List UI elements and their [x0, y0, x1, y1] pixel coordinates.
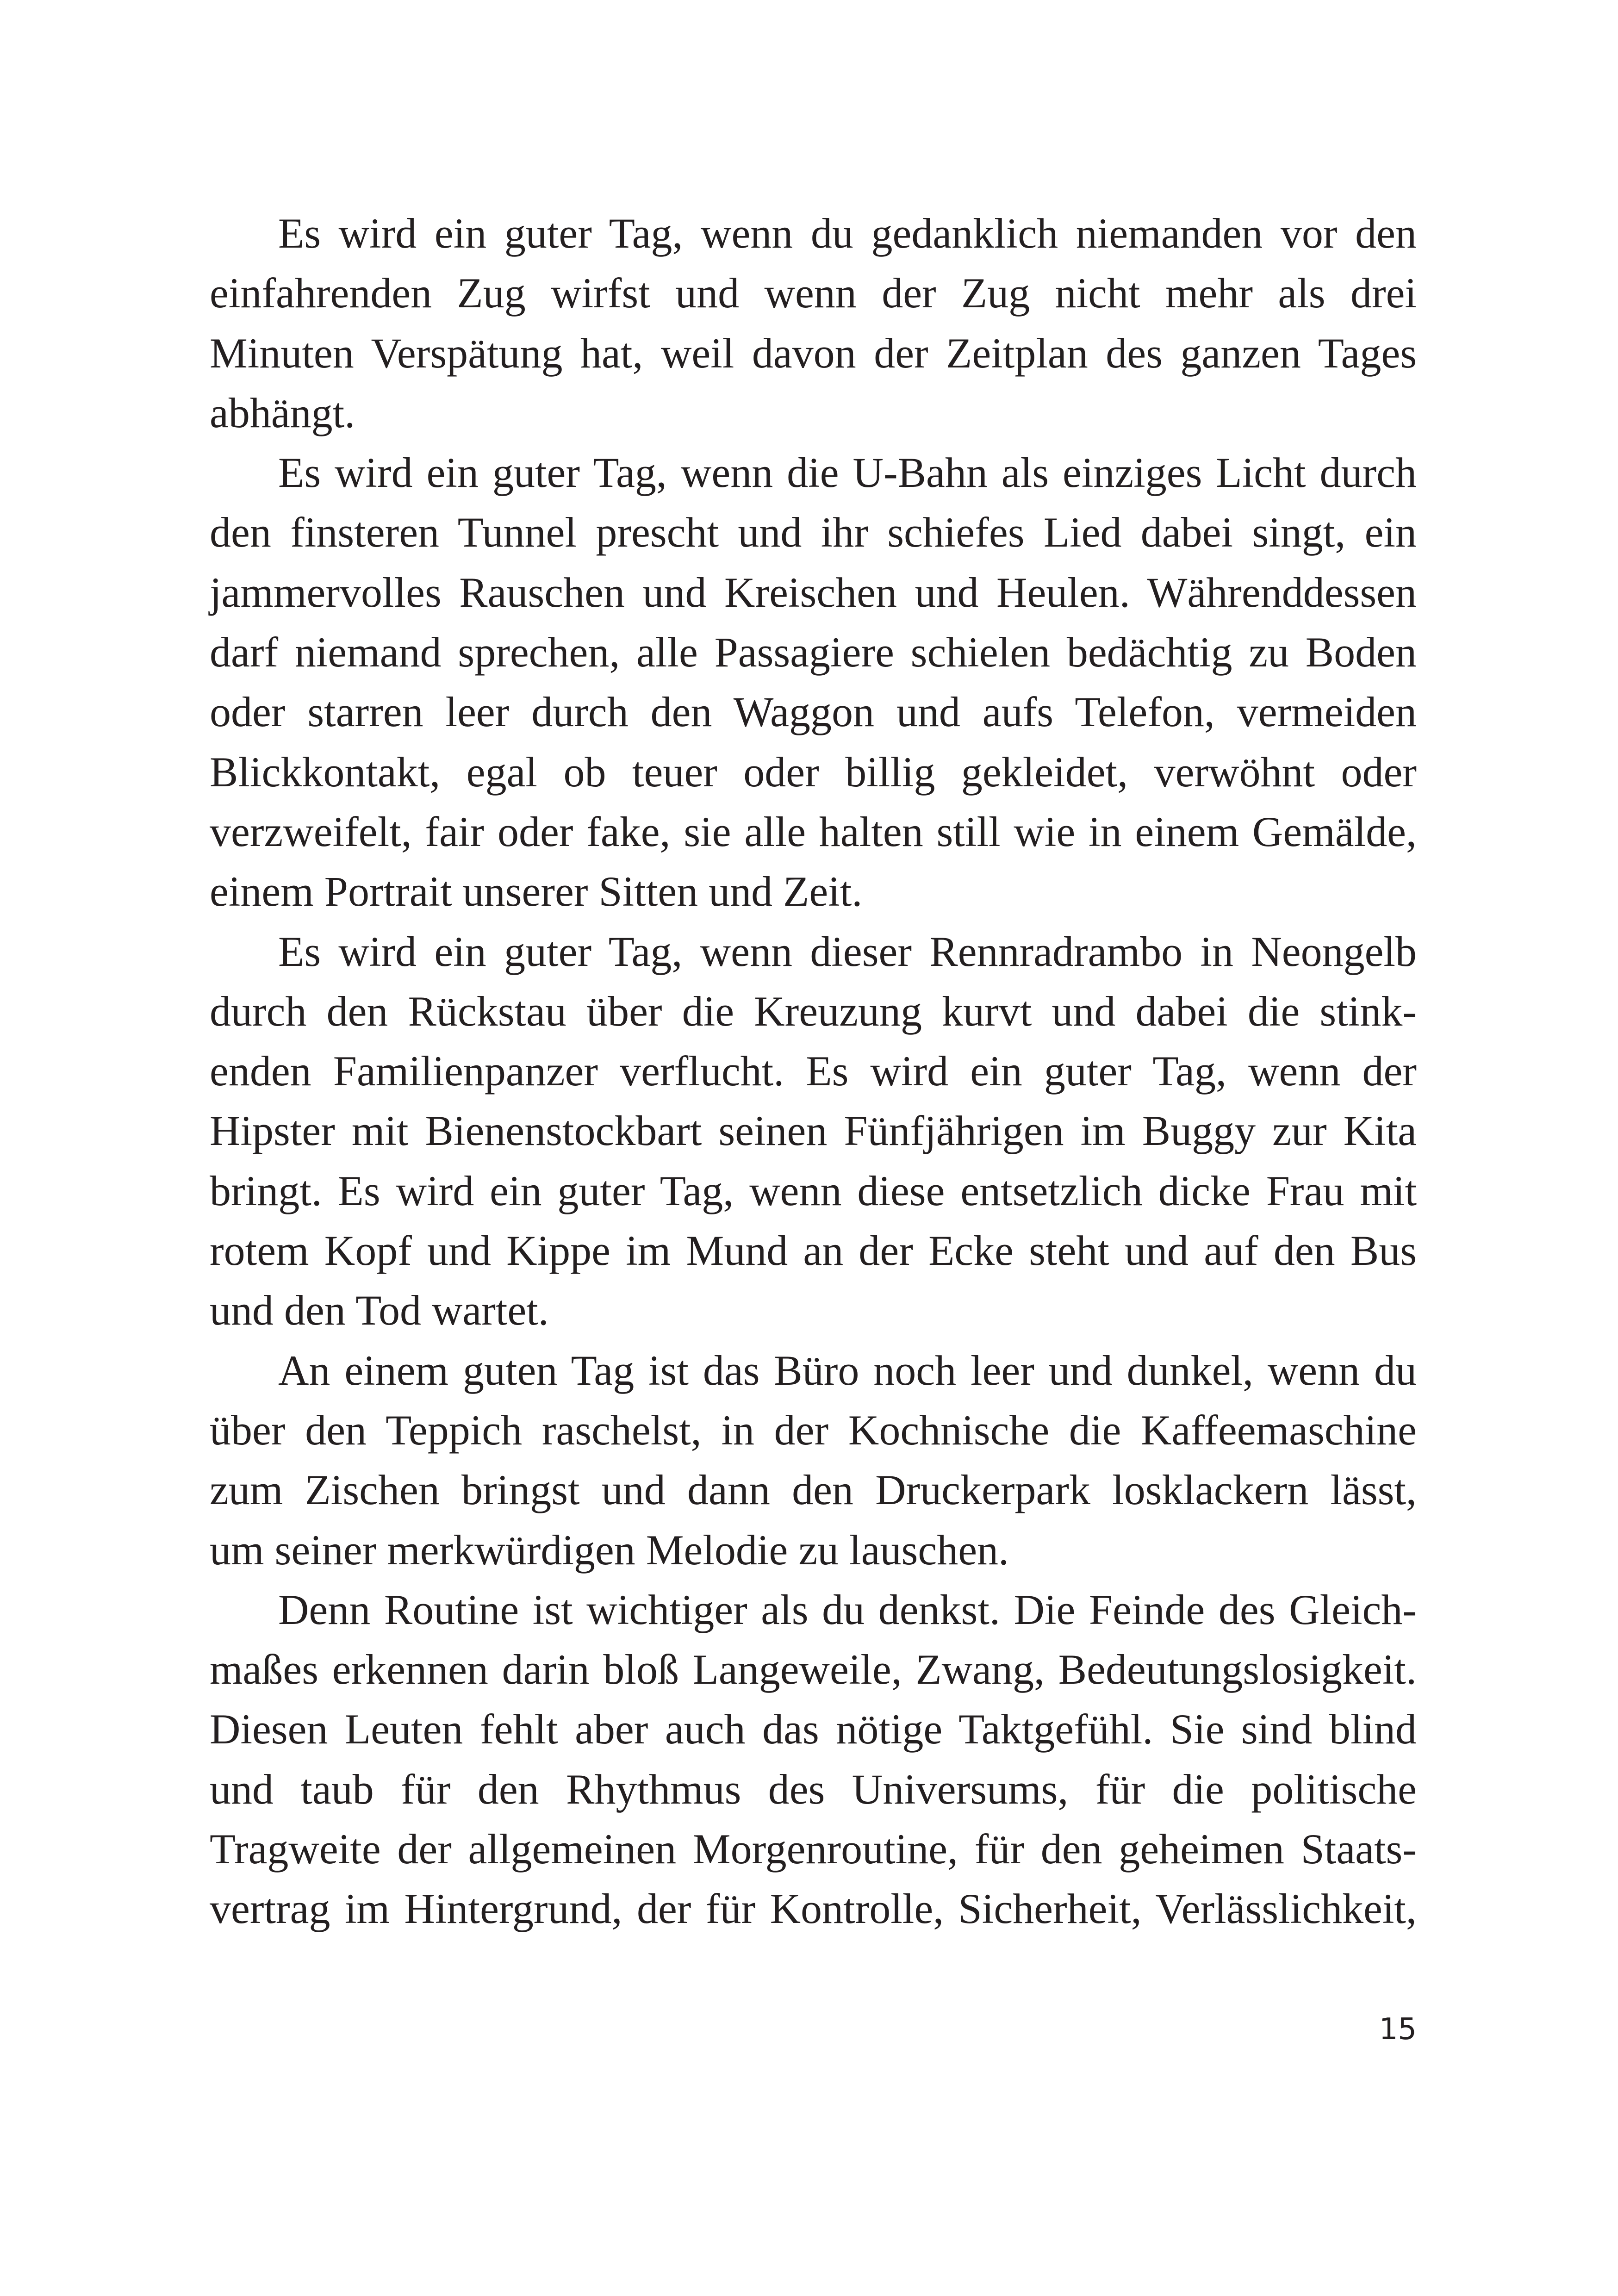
- text-line: über den Teppich raschelst, in der Kochnische die Kaffeemaschine: [210, 1406, 1417, 1454]
- text-line: Es wird ein guter Tag, wenn die U-Bahn als einziges Licht durch: [278, 449, 1417, 497]
- paragraph: [210, 1341, 1417, 1580]
- text-line: zum Zischen bringst und dann den Druckerpark losklackern lässt,: [210, 1466, 1417, 1514]
- paragraph: [210, 922, 1417, 1341]
- body-text: [210, 204, 1417, 1939]
- text-line: rotem Kopf und Kippe im Mund an der Ecke steht und auf den Bus: [210, 1227, 1417, 1275]
- text-line: Hipster mit Bienenstockbart seinen Fünfjährigen im Buggy zur Kita: [210, 1107, 1417, 1155]
- text-line: Es wird ein guter Tag, wenn dieser Rennradrambo in Neongelb: [278, 927, 1417, 975]
- text-line: durch den Rückstau über die Kreuzung kurvt und dabei die stink-: [210, 987, 1417, 1035]
- text-line: vertrag im Hintergrund, der für Kontrolle, Sicherheit, Verlässlichkeit,: [210, 1885, 1417, 1933]
- text-line: An einem guten Tag ist das Büro noch leer und dunkel, wenn du: [278, 1346, 1417, 1394]
- text-line: oder starren leer durch den Waggon und aufs Telefon, vermeiden: [210, 688, 1417, 736]
- text-line: Es wird ein guter Tag, wenn du gedanklich niemanden vor den: [278, 210, 1417, 257]
- text-line: verzweifelt, fair oder fake, sie alle halten still wie in einem Gemälde,: [210, 808, 1417, 855]
- text-line: Tragweite der allgemeinen Morgenroutine, für den geheimen Staats-: [210, 1825, 1417, 1873]
- text-line: maßes erkennen darin bloß Langeweile, Zwang, Bedeutungslosigkeit.: [210, 1646, 1417, 1693]
- paragraph: [210, 443, 1417, 921]
- text-line: jammervolles Rauschen und Kreischen und Heulen. Währenddessen: [210, 568, 1417, 616]
- text-line: um seiner merkwürdigen Melodie zu lauschen.: [210, 1526, 1009, 1574]
- text-line: und taub für den Rhythmus des Universums, für die politische: [210, 1765, 1417, 1813]
- text-line: Denn Routine ist wichtiger als du denkst. Die Feinde des Gleich-: [278, 1586, 1417, 1633]
- page-number: 15: [1379, 2012, 1417, 2047]
- text-line: Blickkontakt, egal ob teuer oder billig gekleidet, verwöhnt oder: [210, 748, 1417, 796]
- text-line: darf niemand sprechen, alle Passagiere schielen bedächtig zu Boden: [210, 628, 1417, 676]
- text-line: Diesen Leuten fehlt aber auch das nötige Taktgefühl. Sie sind blind: [210, 1705, 1417, 1753]
- text-line: Minuten Verspätung hat, weil davon der Zeitplan des ganzen Tages: [210, 329, 1417, 377]
- paragraph: [210, 1580, 1417, 1939]
- text-line: einfahrenden Zug wirfst und wenn der Zug nicht mehr als drei: [210, 269, 1417, 317]
- text-line: den finsteren Tunnel prescht und ihr schiefes Lied dabei singt, ein: [210, 509, 1417, 556]
- text-line: und den Tod wartet.: [210, 1287, 549, 1334]
- text-line: bringt. Es wird ein guter Tag, wenn diese entsetzlich dicke Frau mit: [210, 1167, 1417, 1214]
- text-line: abhängt.: [210, 389, 355, 436]
- text-line: enden Familienpanzer verflucht. Es wird ein guter Tag, wenn der: [210, 1047, 1417, 1095]
- text-line: einem Portrait unserer Sitten und Zeit.: [210, 868, 863, 915]
- paragraph: [210, 204, 1417, 443]
